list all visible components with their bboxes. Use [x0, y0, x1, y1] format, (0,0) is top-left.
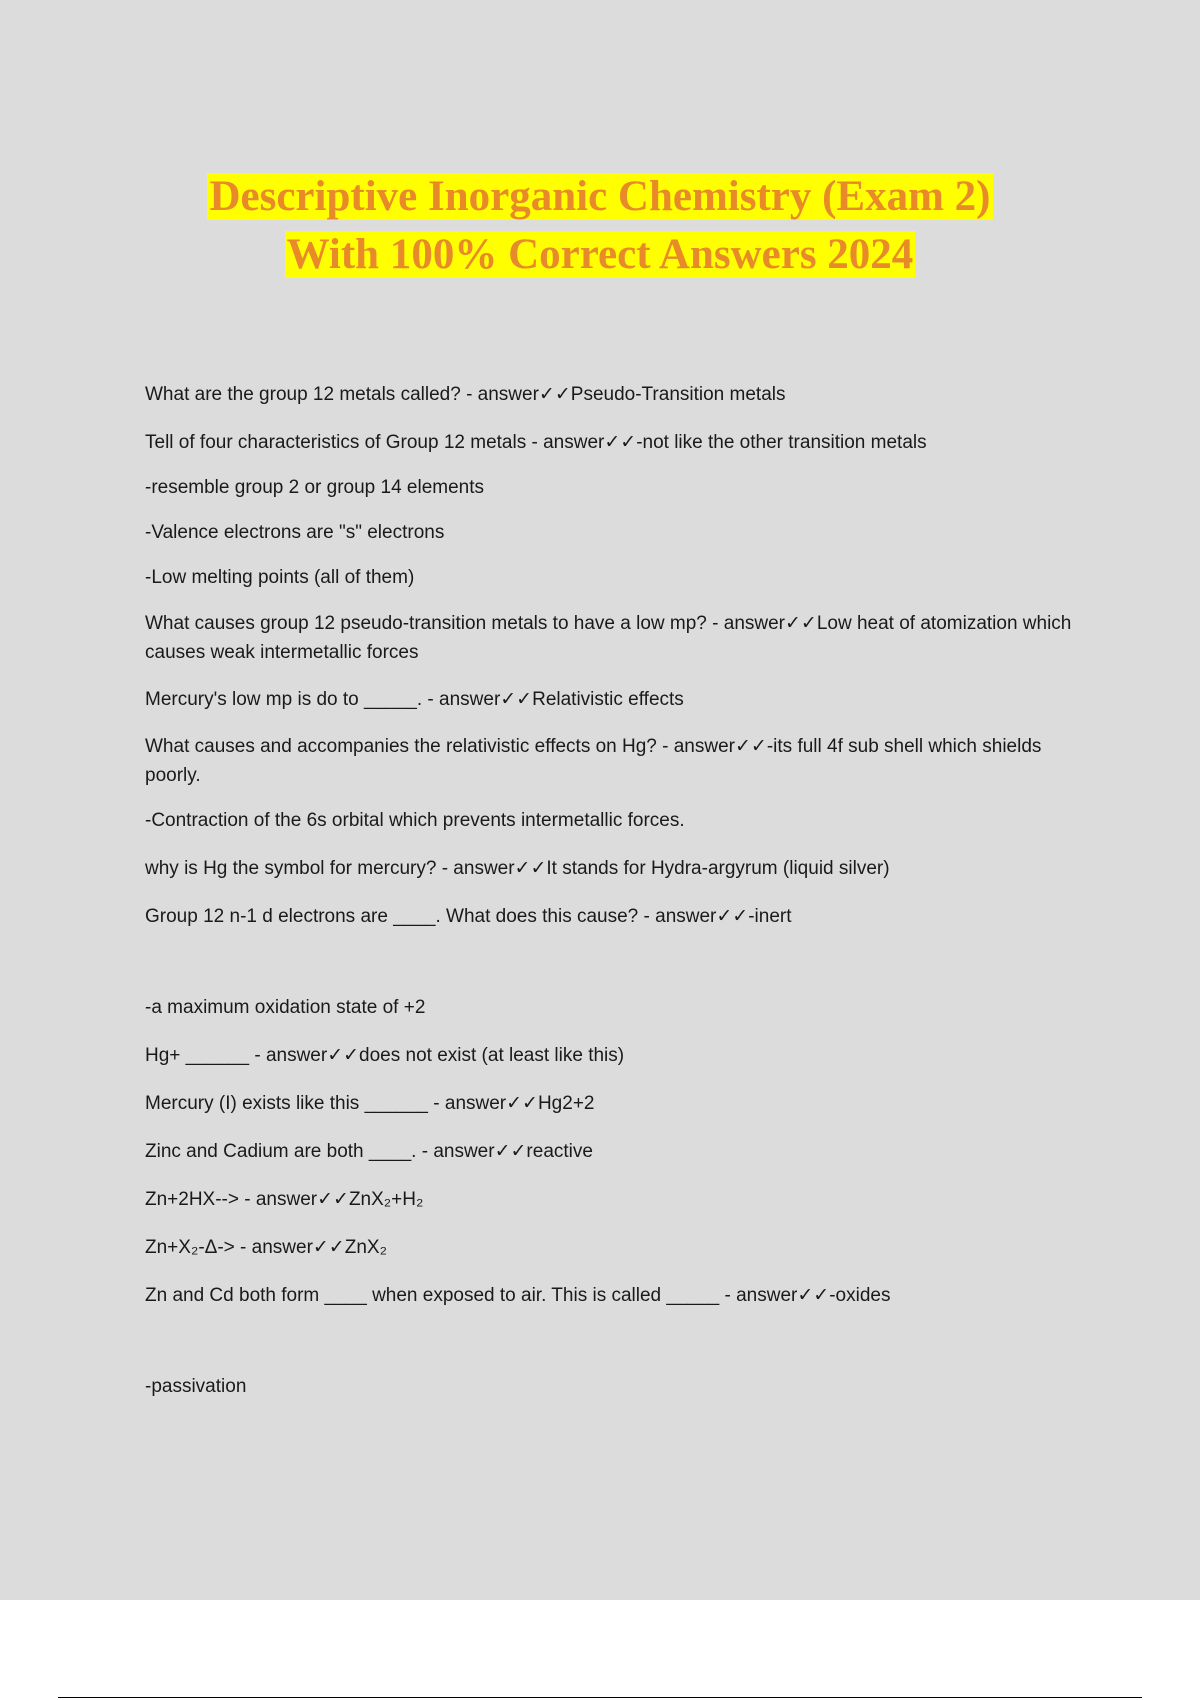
document-title — [0, 168, 1200, 284]
qa-line: -a maximum oxidation state of +2 — [145, 997, 426, 1018]
qa-line: why is Hg the symbol for mercury? - answer✓✓It stands for Hydra-argyrum (liquid silver) — [145, 858, 890, 879]
qa-line: What are the group 12 metals called? - answer✓✓Pseudo-Transition metals — [145, 384, 786, 405]
qa-line: -Contraction of the 6s orbital which prevents intermetallic forces. — [145, 810, 685, 831]
qa-line: -Low melting points (all of them) — [145, 567, 415, 588]
qa-line: -Valence electrons are "s" electrons — [145, 522, 445, 543]
qa-line: Mercury (I) exists like this ______ - answer✓✓Hg2+2 — [145, 1093, 595, 1114]
title-text-2: With 100% Correct Answers 2024 — [286, 231, 914, 278]
qa-line: Zinc and Cadium are both ____. - answer✓✓reactive — [145, 1141, 593, 1162]
qa-line: Mercury's low mp is do to _____. - answer✓✓Relativistic effects — [145, 689, 684, 710]
footer-divider — [58, 1697, 1142, 1698]
qa-line: Tell of four characteristics of Group 12 metals - answer✓✓-not like the other transition metals — [145, 432, 927, 453]
title-line-2 — [0, 226, 1200, 284]
title-text-1: Descriptive Inorganic Chemistry (Exam 2) — [209, 173, 991, 220]
qa-line: Zn+X₂-Δ-> - answer✓✓ZnX₂ — [145, 1237, 387, 1258]
qa-line: -resemble group 2 or group 14 elements — [145, 477, 485, 498]
title-line-1 — [0, 168, 1200, 226]
qa-line: Group 12 n-1 d electrons are ____. What does this cause? - answer✓✓-inert — [145, 906, 792, 927]
qa-line: Hg+ ______ - answer✓✓does not exist (at least like this) — [145, 1045, 625, 1066]
qa-line: What causes and accompanies the relativistic effects on Hg? - answer✓✓-its full 4f sub shell which shields poorly. — [145, 736, 1042, 786]
qa-list — [145, 380, 1095, 1401]
qa-line: Zn+2HX--> - answer✓✓ZnX₂+H₂ — [145, 1189, 424, 1210]
qa-line: -passivation — [145, 1376, 247, 1397]
qa-line: Zn and Cd both form ____ when exposed to air. This is called _____ - answer✓✓-oxides — [145, 1285, 891, 1306]
qa-line: What causes group 12 pseudo-transition metals to have a low mp? - answer✓✓Low heat of atomization which causes weak intermetallic forces — [145, 613, 1072, 663]
